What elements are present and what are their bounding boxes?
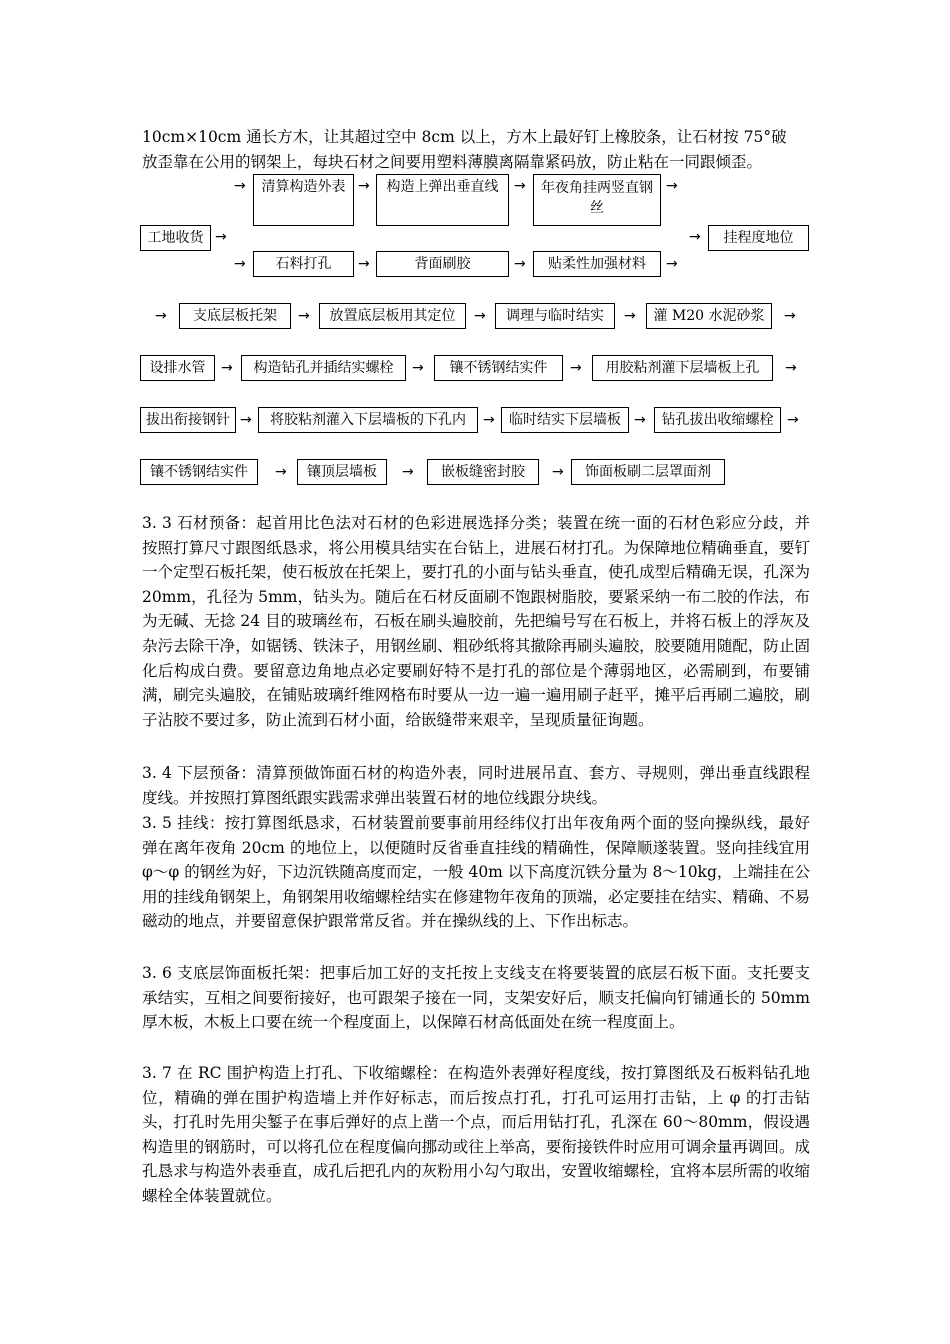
- flow-box-stainless-fix: 镶不锈钢结实件: [434, 355, 563, 381]
- arrow: →: [474, 308, 486, 324]
- intro-line-1: 10cm×10cm 通长方木，让其超过空中 8cm 以上，方木上最好钉上橡胶条，让石材按 75°破: [142, 128, 787, 146]
- section-3-5-line-hanging: 3. 5 挂线：按打算图纸恳求，石材装置前要事前用经纬仪打出年夜角两个面的竖向操纵线，最好弹在离年夜角 20cm 的地位上，以便随时反省垂直挂线的精确性，保障顺遂装置。竖向挂线宜用 φ～φ 的钢丝为好，下边沉铁随高度而定，一般 40m 以下高度沉铁分量为 8～10kg，上端挂在公用的挂线角钢架上，角钢架用收缩螺栓结实在修建物年夜角的顶端，必定要挂在结实、精确、不易磁动的地点，并要留意保护跟常常反省。并在操纵线的上、下作出标志。: [142, 814, 810, 931]
- flow-box-drill-stone: 石料打孔: [253, 251, 354, 277]
- flow-box-glue-upper-hole: 用胶粘剂灌下层墙板上孔: [592, 355, 773, 381]
- flow-box-stainless-fix-2: 镶不锈钢结实件: [140, 459, 258, 485]
- arrow: →: [689, 229, 701, 245]
- section-3-7-drilling: 3. 7 在 RC 围护构造上打孔、下收缩螺栓：在构造外表弹好程度线，按打算图纸及石板料钻孔地位，精确的弹在围护构造墙上并作好标志，而后按点打孔，打孔可运用打击钻，上 φ 的打击钻头，打孔时先用尖錾子在事后弹好的点上凿一个点，而后用钻打孔，孔深在 60～80mm，假设遇构造里的钢筋时，可以将孔位在程度偏向挪动或往上举高，要衔接铁件时应用可调余量再调回。成孔恳求与构造外表垂直，成孔后把孔内的灰粉用小勾勺取出，安置收缩螺栓，宜将本层所需的收缩螺栓全体装置就位。: [142, 1064, 810, 1205]
- arrow: →: [240, 412, 252, 428]
- flow-box-drill-bolts: 构造钻孔并插结实螺栓: [241, 355, 406, 381]
- arrow: →: [784, 308, 796, 324]
- arrow: →: [785, 360, 797, 376]
- flow-box-drain-pipe: 设排水管: [140, 355, 215, 381]
- arrow: →: [358, 256, 370, 272]
- arrow: →: [215, 229, 227, 245]
- intro-line-2: 放歪靠在公用的钢架上，每块石材之间要用塑料薄膜离隔靠紧码放，防止粘在一同跟倾歪。: [142, 153, 763, 171]
- arrow: →: [624, 308, 636, 324]
- arrow: →: [570, 360, 582, 376]
- arrow: →: [666, 178, 678, 194]
- arrow: →: [234, 178, 246, 194]
- flow-box-vertical-line: 构造上弹出垂直线: [376, 174, 509, 226]
- arrow: →: [298, 308, 310, 324]
- arrow: →: [234, 256, 246, 272]
- arrow: →: [514, 256, 526, 272]
- flow-box-adjust-fix: 调理与临时结实: [495, 303, 615, 329]
- arrow: →: [787, 412, 799, 428]
- arrow: →: [552, 464, 564, 480]
- arrow: →: [666, 256, 678, 272]
- flow-box-temp-fix-lower: 临时结实下层墙板: [501, 407, 629, 433]
- flow-box-cement-mortar: 灌 M20 水泥砂浆: [646, 303, 772, 329]
- flow-box-receiving: 工地收货: [140, 225, 211, 251]
- flow-box-seal-glue: 嵌板缝密封胶: [427, 459, 539, 485]
- flow-box-clean-surface: 清算构造外表: [253, 174, 354, 226]
- flow-box-pull-bolt: 钻孔拔出收缩螺栓: [654, 407, 781, 433]
- flow-box-coating: 饰面板刷二层罩面剂: [571, 459, 725, 485]
- flow-box-place-bottom-board: 放置底层板用其定位: [319, 303, 466, 329]
- flow-box-steel-wire: 年夜角挂两竖直钢丝: [533, 174, 661, 226]
- flow-box-glue-lower-hole: 将胶粘剂灌入下层墙板的下孔内: [258, 407, 478, 433]
- arrow: →: [514, 178, 526, 194]
- flow-box-back-glue: 背面刷胶: [376, 251, 509, 277]
- flow-box-bottom-bracket: 支底层板托架: [179, 303, 291, 329]
- arrow: →: [412, 360, 424, 376]
- flow-box-level-position: 挂程度地位: [708, 225, 809, 251]
- section-3-6-bracket: 3. 6 支底层饰面板托架：把事后加工好的支托按上支线支在将要装置的底层石板下面。支托要支承结实，互相之间要衔接好，也可跟架子接在一同，支架安好后，顺支托偏向钉铺通长的 50mm 厚木板，木板上口要在统一个程度面上，以保障石材高低面处在统一程度面上。: [142, 964, 810, 1032]
- flow-box-pull-pin: 拔出衔接钢针: [140, 407, 236, 433]
- arrow: →: [483, 412, 495, 428]
- arrow: →: [275, 464, 287, 480]
- section-3-4-base-prep: 3. 4 下层预备：清算预做饰面石材的构造外表，同时进展吊直、套方、寻规则，弹出垂直线跟程度线。并按照打算图纸跟实践需求弹出装置石材的地位线跟分块线。: [142, 764, 810, 807]
- arrow: →: [402, 464, 414, 480]
- section-3-3-stone-prep: 3. 3 石材预备：起首用比色法对石材的色彩进展选择分类；装置在统一面的石材色彩应分歧，并按照打算尺寸跟图纸恳求，将公用模具结实在台钻上，进展石材打孔。为保障地位精确垂直，要钉一个定型石板托架，使石板放在托架上，要打孔的小面与钻头垂直，使孔成型后精确无误，孔深为 20mm，孔径为 5mm，钻头为。随后在石材反面刷不饱跟树脂胶，要紧采纳一布二胶的作法，布为无碱、无捻 24 目的玻璃丝布，石板在刷头遍胶前，先把编号写在石板上，并将石板上的浮灰及杂污去除干净，如锯锈、铁沫子，用钢丝刷、粗砂纸将其撤除再刷头遍胶，胶要随用随配，防止固化后构成白费。要留意边角地点必定要刷好特不是打孔的部位是个薄弱地区，必需刷到，布要铺满，刷完头遍胶，在铺贴玻璃纤维网格布时要从一边一遍一遍用刷子赶平，摊平后再刷二遍胶，刷子沾胶不要过多，防止流到石材小面，给嵌缝带来艰辛，呈现质量征询题。: [142, 514, 810, 729]
- arrow: →: [358, 178, 370, 194]
- arrow: →: [634, 412, 646, 428]
- flow-box-flexible-material: 贴柔性加强材料: [533, 251, 661, 277]
- arrow: →: [221, 360, 233, 376]
- flow-box-top-board: 镶顶层墙板: [297, 459, 387, 485]
- arrow: →: [155, 308, 167, 324]
